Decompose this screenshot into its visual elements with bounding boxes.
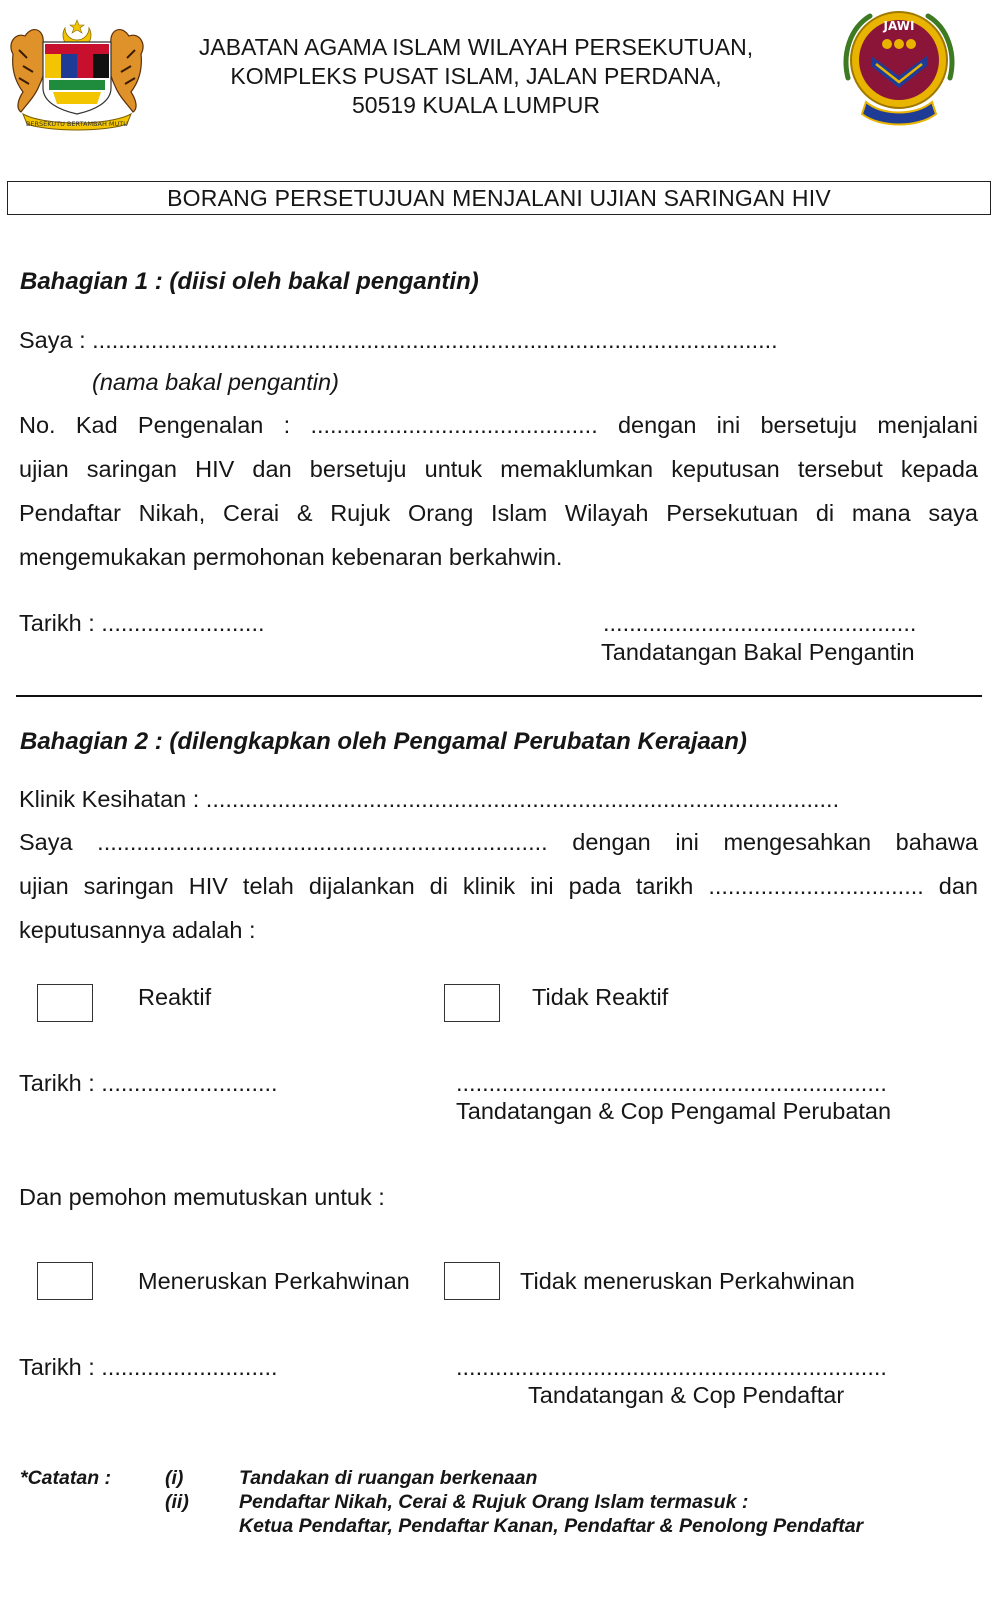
- section1-heading: Bahagian 1 : (diisi oleh bakal pengantin): [20, 268, 479, 295]
- tidak-meneruskan-label: Tidak meneruskan Perkahwinan: [520, 1268, 855, 1294]
- section1-ic-line[interactable]: No. Kad Pengenalan : ............................................ dengan ini bersetuju menjalani: [19, 412, 978, 438]
- section2-text-line: keputusannya adalah :: [19, 917, 256, 943]
- tidak-meneruskan-checkbox[interactable]: [444, 1262, 500, 1300]
- meneruskan-checkbox[interactable]: [37, 1262, 93, 1300]
- clinic-field[interactable]: Klinik Kesihatan : .................................................................................................: [19, 786, 840, 812]
- jawi-logo: [836, 4, 962, 132]
- notes-label: *Catatan :: [20, 1467, 112, 1489]
- reaktif-label: Reaktif: [138, 984, 212, 1010]
- registrar-signature-line[interactable]: ..................................................................: [456, 1354, 887, 1380]
- header-line-1: JABATAN AGAMA ISLAM WILAYAH PERSEKUTUAN,: [198, 34, 754, 60]
- tidak-reaktif-checkbox[interactable]: [444, 984, 500, 1022]
- note-2-number: (ii): [165, 1491, 189, 1513]
- section-divider: [16, 695, 982, 697]
- section2-heading: Bahagian 2 : (dilengkapkan oleh Pengamal Perubatan Kerajaan): [20, 728, 747, 755]
- section1-signature-label: Tandatangan Bakal Pengantin: [601, 639, 915, 665]
- note-2-text-line-2: Ketua Pendaftar, Pendaftar Kanan, Pendaftar & Penolong Pendaftar: [239, 1515, 864, 1537]
- section1-paragraph: [19, 403, 978, 579]
- svg-text:BERSEKUTU BERTAMBAH MUTU: BERSEKUTU BERTAMBAH MUTU: [25, 120, 129, 128]
- header-line-3: 50519 KUALA LUMPUR: [351, 92, 600, 118]
- section1-text-line: Pendaftar Nikah, Cerai & Rujuk Orang Islam Wilayah Persekutuan di mana saya: [19, 500, 978, 526]
- note-1-text: Tandakan di ruangan berkenaan: [239, 1467, 538, 1489]
- section1-date-field[interactable]: Tarikh : .........................: [19, 610, 265, 636]
- test-date-line[interactable]: ujian saringan HIV telah dijalankan di klinik ini pada tarikh ................................. dan: [19, 873, 978, 899]
- section2-paragraph: [19, 820, 978, 952]
- doctor-signature-line[interactable]: ..................................................................: [456, 1070, 887, 1096]
- section2-date-field[interactable]: Tarikh : ...........................: [19, 1070, 278, 1096]
- form-title: BORANG PERSETUJUAN MENJALANI UJIAN SARINGAN HIV: [7, 181, 991, 215]
- meneruskan-label: Meneruskan Perkahwinan: [138, 1268, 410, 1294]
- header-line-2: KOMPLEKS PUSAT ISLAM, JALAN PERDANA,: [230, 63, 722, 89]
- section1-text-line: mengemukakan permohonan kebenaran berkahwin.: [19, 544, 563, 570]
- registrar-signature-label: Tandatangan & Cop Pendaftar: [528, 1382, 845, 1408]
- federal-territory-crest: [5, 14, 149, 132]
- section1-signature-line[interactable]: ................................................: [603, 610, 917, 636]
- note-1-number: (i): [165, 1467, 184, 1489]
- tidak-reaktif-label: Tidak Reaktif: [532, 984, 669, 1010]
- reaktif-checkbox[interactable]: [37, 984, 93, 1022]
- registrar-date-field[interactable]: Tarikh : ...........................: [19, 1354, 278, 1380]
- note-2-text-line-1: Pendaftar Nikah, Cerai & Rujuk Orang Islam termasuk :: [239, 1491, 749, 1513]
- section1-name-hint: (nama bakal pengantin): [92, 369, 339, 395]
- doctor-signature-label: Tandatangan & Cop Pengamal Perubatan: [456, 1098, 892, 1124]
- doctor-name-line[interactable]: Saya ..................................................................... dengan ini mengesahkan bahawa: [19, 829, 978, 855]
- section1-text-line: ujian saringan HIV dan bersetuju untuk memaklumkan keputusan tersebut kepada: [19, 456, 978, 482]
- section1-name-field[interactable]: Saya : .........................................................................................................: [19, 327, 778, 353]
- svg-text:JAWI: JAWI: [883, 19, 915, 33]
- decision-label: Dan pemohon memutuskan untuk :: [19, 1184, 385, 1210]
